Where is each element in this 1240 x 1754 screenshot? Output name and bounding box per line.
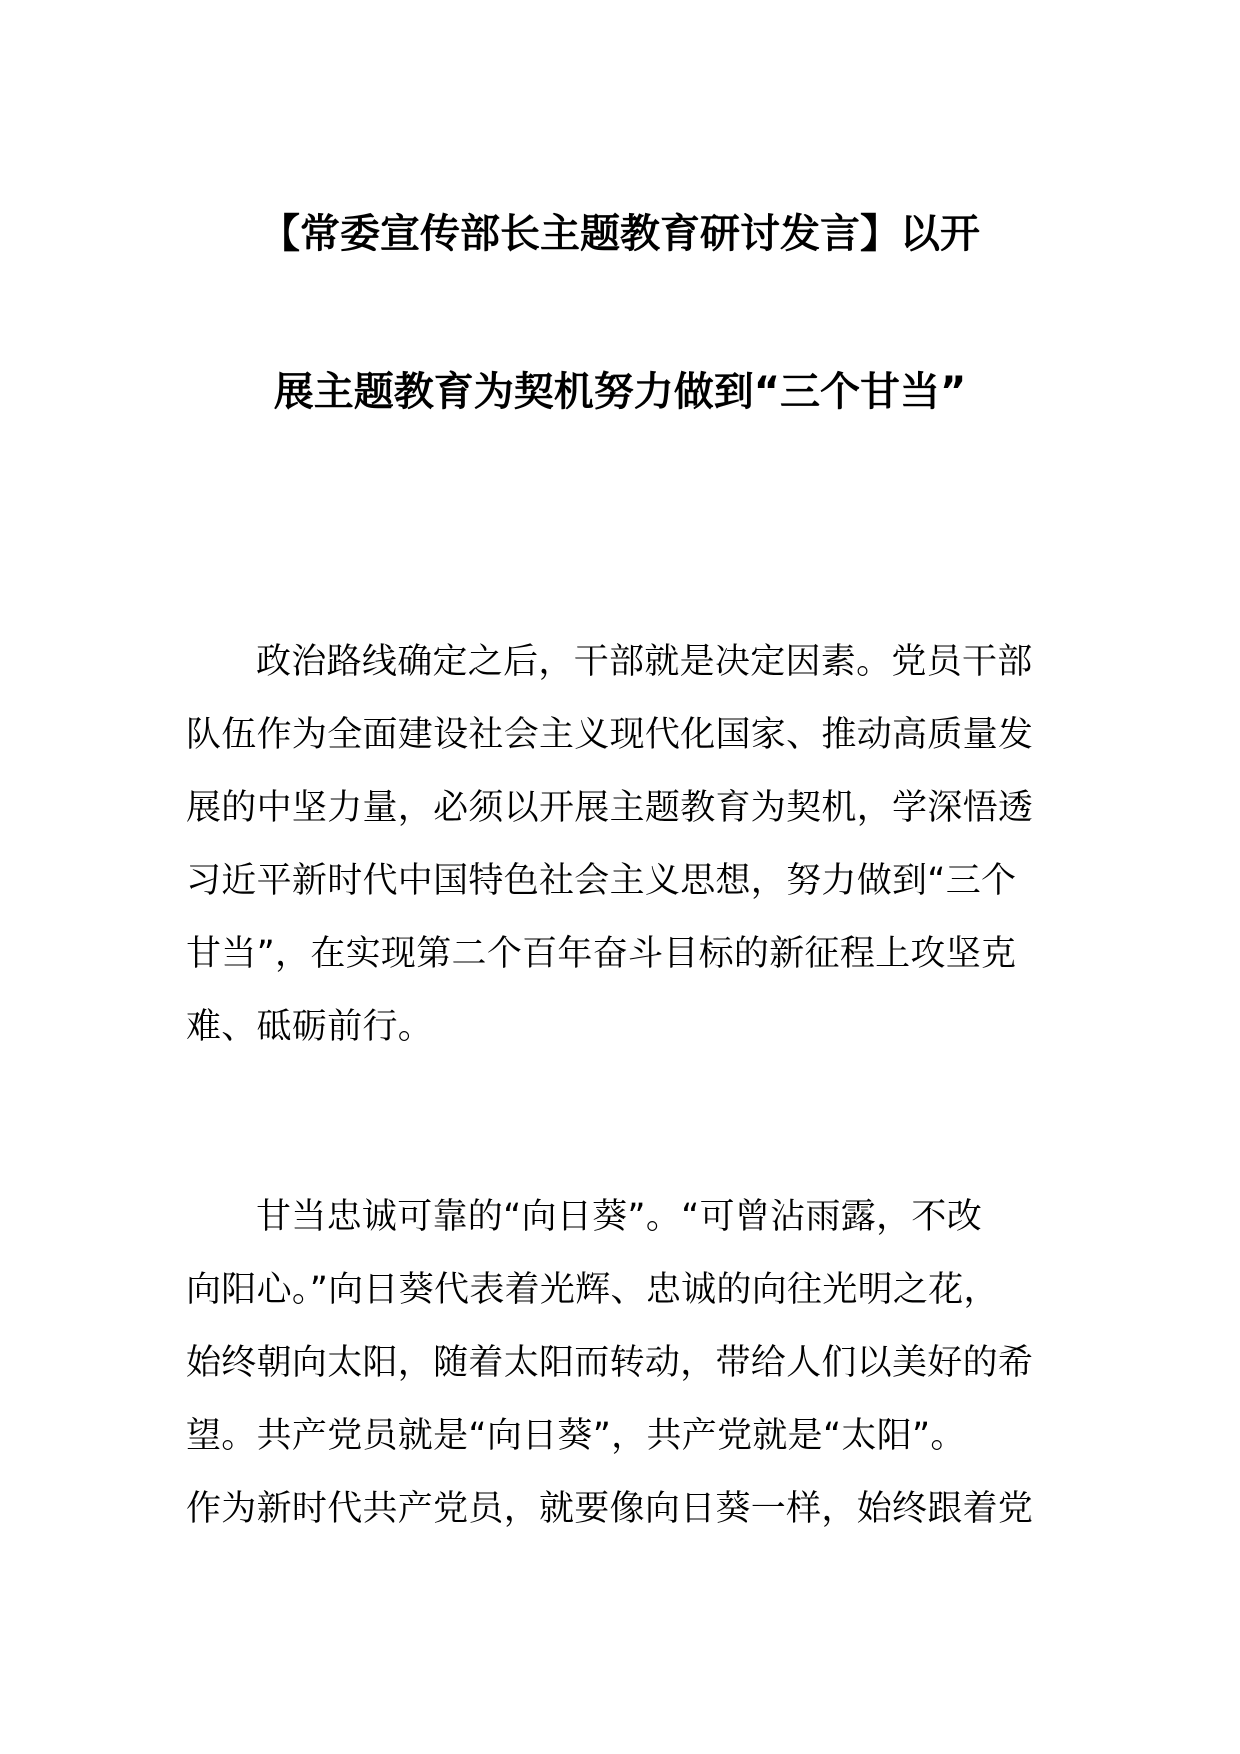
- paragraph-1-line-4: 习近平新时代中国特色社会主义思想，努力做到“三个: [186, 861, 1017, 901]
- paragraph-2-line-5: 作为新时代共产党员，就要像向日葵一样，始终跟着党: [186, 1489, 1034, 1529]
- document-title-line-2: 展主题教育为契机努力做到“三个甘当”: [273, 369, 967, 415]
- paragraph-2-line-2: 向阳心。”向日葵代表着光辉、忠诚的向往光明之花，: [186, 1270, 999, 1310]
- paragraph-1-line-1: 政治路线确定之后，干部就是决定因素。党员干部: [256, 642, 1033, 682]
- paragraph-2-line-3: 始终朝向太阳，随着太阳而转动，带给人们以美好的希: [186, 1343, 1034, 1383]
- paragraph-2-line-4: 望。共产党员就是“向日葵”，共产党就是“太阳”。: [186, 1416, 966, 1456]
- paragraph-1-line-3: 展的中坚力量，必须以开展主题教育为契机，学深悟透: [186, 788, 1034, 828]
- paragraph-2-line-1: 甘当忠诚可靠的“向日葵”。“可曾沾雨露，不改: [256, 1197, 982, 1237]
- paragraph-1-line-2: 队伍作为全面建设社会主义现代化国家、推动高质量发: [186, 715, 1034, 755]
- paragraph-1-line-5: 甘当”，在实现第二个百年奋斗目标的新征程上攻坚克: [186, 934, 1017, 974]
- document-title-line-1: 【常委宣传部长主题教育研讨发言】以开: [260, 211, 980, 257]
- paragraph-1-line-6: 难、砥砺前行。: [186, 1007, 434, 1047]
